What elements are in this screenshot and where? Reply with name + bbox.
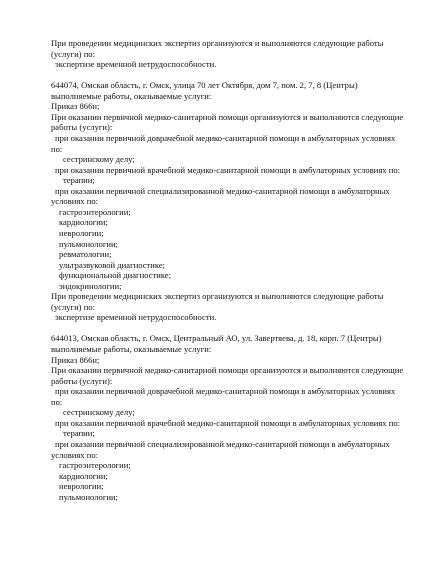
text-line: выполняемые работы, оказываемые услуги: — [51, 90, 212, 101]
text-line: 644013, Омская область, г. Омск, Центральный АО, ул. Завертяева, д. 18, корп. 7 (Центры) — [51, 333, 382, 344]
text-line: при оказании первичной доврачебной медико-санитарной помощи в амбулаторных условиях — [55, 386, 396, 397]
text-line: функциональной диагностике; — [59, 270, 172, 281]
text-line: (услуги) по: — [51, 301, 95, 312]
text-line: При проведении медицинских экспертиз организуются и выполняются следующие работы — [51, 291, 384, 302]
text-line: экспертизе временной нетрудоспособности. — [55, 312, 217, 323]
text-line: работы (услуги): — [51, 375, 113, 386]
text-line: При оказании первичной медико-санитарной помощи организуются и выполняются следующие — [51, 365, 404, 376]
text-line: гастроэнтерологии; — [59, 206, 131, 217]
text-line: кардиологии; — [59, 217, 108, 228]
text-line: Приказ 866н; — [51, 354, 100, 365]
text-line: При проведении медицинских экспертиз организуются и выполняются следующие работы — [51, 38, 384, 48]
text-line: выполняемые работы, оказываемые услуги: — [51, 344, 212, 354]
text-line: кардиологии; — [59, 470, 108, 481]
text-line: условиях по: — [51, 449, 99, 460]
text-line: Приказ 866н; — [51, 101, 100, 112]
text-line: при оказании первичной доврачебной медико-санитарной помощи в амбулаторных условиях — [55, 132, 396, 143]
text-line: 644074, Омская область, г. Омск, улица 70 лет Октября, дом 7, пом. 2, 7, 8 (Центры) — [51, 80, 358, 91]
text-line: При оказании первичной медико-санитарной помощи организуются и выполняются следующие — [51, 111, 404, 122]
text-line: терапии; — [63, 428, 95, 439]
text-line: при оказании первичной врачебной медико-санитарной помощи в амбулаторных условиях по: — [55, 164, 401, 175]
text-line: пульмонологии; — [59, 238, 118, 249]
text-line: условиях по: — [51, 196, 99, 207]
text-line: при оказании первичной специализированной медико-санитарной помощи в амбулаторных — [55, 438, 390, 449]
text-line: по: — [51, 143, 63, 154]
text-line: ревматологии; — [59, 249, 112, 259]
text-line: при оказании первичной специализированной медико-санитарной помощи в амбулаторных — [55, 185, 390, 196]
text-line: пульмонологии; — [59, 491, 118, 502]
text-line: сестринскому делу; — [63, 407, 135, 418]
text-line: эндокринологии; — [59, 280, 122, 291]
text-line: неврологии; — [59, 481, 104, 492]
text-line: (услуги) по: — [51, 48, 95, 59]
text-line: ультразвуковой диагностике; — [59, 259, 166, 270]
text-line: по: — [51, 396, 63, 407]
text-line: неврологии; — [59, 227, 104, 238]
text-line: сестринскому делу; — [63, 154, 135, 165]
text-line: терапии; — [63, 175, 95, 186]
text-line: гастроэнтерологии; — [59, 460, 131, 470]
text-line: при оказании первичной врачебной медико-санитарной помощи в амбулаторных условиях по: — [55, 417, 401, 428]
text-line: работы (услуги): — [51, 122, 113, 133]
text-line: экспертизе временной нетрудоспособности. — [55, 59, 217, 70]
